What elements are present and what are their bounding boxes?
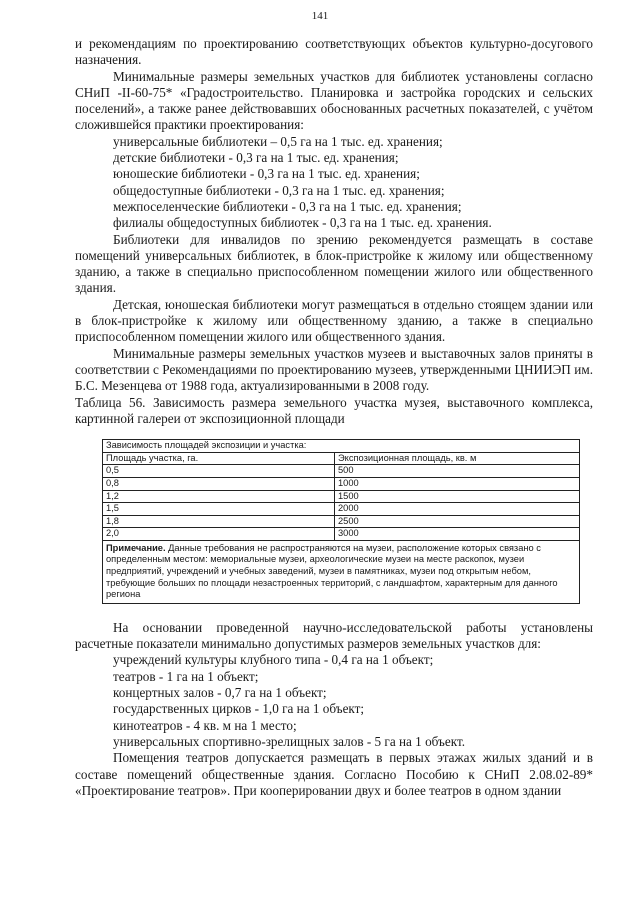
library-item: универсальные библиотеки – 0,5 га на 1 тыс. ед. хранения; (113, 133, 443, 149)
table-note-row (103, 540, 580, 603)
library-item: детские библиотеки - 0,3 га на 1 тыс. ед. хранения; (113, 150, 399, 166)
cell-exposition: 2000 (335, 503, 580, 516)
cell-exposition: 1000 (335, 477, 580, 490)
table-note (103, 540, 580, 603)
library-item: филиалы общедоступных библиотек - 0,3 га на 1 тыс. ед. хранения. (113, 215, 492, 231)
museum-area-table (102, 439, 580, 604)
table-header-row (103, 452, 580, 465)
table-title: Зависимость площадей экспозиции и участка: (103, 440, 580, 453)
cell-exposition: 1500 (335, 490, 580, 503)
table-row (103, 515, 580, 528)
research-item: концертных залов - 0,7 га на 1 объект; (113, 685, 327, 701)
note-text: Данные требования не распространяются на музеи, расположение которых связано с определенным местом: мемориальные музеи, археологические музеи на месте раскопок, музеи предприятий, учреждений и учебных заведений, музеи в памятниках, музеи под открытым небом, требующие больших по площади незастроенных территорий, с ландшафтом, характерным для данного региона (106, 542, 558, 600)
paragraph-museums: Минимальные размеры земельных участков музеев и выставочных залов приняты в соответствии с Рекомендациями по проектированию музеев, утвержденными ЦНИИЭП им. Б.С. Мезенцева от 1988 года, актуализированными в 2008 году. (75, 345, 593, 394)
research-item: государственных цирков - 1,0 га на 1 объект; (113, 701, 365, 717)
table-row (103, 503, 580, 516)
cell-area: 1,5 (103, 503, 335, 516)
table-row (103, 465, 580, 478)
table-row (103, 528, 580, 541)
page-number: 141 (311, 10, 329, 22)
cell-area: 2,0 (103, 528, 335, 541)
table-row (103, 490, 580, 503)
cell-area: 0,8 (103, 477, 335, 490)
paragraph-blind-libraries: Библиотеки для инвалидов по зрению рекомендуется размещать в составе помещений универсальных библиотек, в блок-пристройке к жилому или общественному зданию, а также в специально приспособленном помещении жилого или общественного здания. (75, 231, 593, 296)
paragraph-research: На основании проведенной научно-исследовательской работы установлены расчетные показатели минимально допустимых размеров земельных участков для: (75, 619, 593, 652)
research-item: учреждений культуры клубного типа - 0,4 га на 1 объект; (113, 652, 434, 668)
table-caption: Таблица 56. Зависимость размера земельного участка музея, выставочного комплекса, картинной галереи от экспозиционной площади (75, 394, 593, 426)
paragraph-intro: и рекомендациям по проектированию соответствующих объектов культурно-досугового назначения. (75, 36, 593, 68)
cell-exposition: 500 (335, 465, 580, 478)
table-title-row (103, 440, 580, 453)
cell-area: 1,2 (103, 490, 335, 503)
paragraph-theatres: Помещения театров допускается размещать в первых этажах жилых зданий и в составе помещений общественные здания. Согласно Пособию к СНиП 2.08.02-89* «Проектирование театров». При кооперировании двух и более театров в одном здании (75, 750, 593, 798)
library-item: межпоселенческие библиотеки - 0,3 га на 1 тыс. ед. хранения; (113, 198, 462, 214)
cell-exposition: 3000 (335, 528, 580, 541)
column-header-exposition: Экспозиционная площадь, кв. м (335, 452, 580, 465)
cell-area: 1,8 (103, 515, 335, 528)
cell-exposition: 2500 (335, 515, 580, 528)
paragraph-library-sizes: Минимальные размеры земельных участков для библиотек установлены согласно СНиП -II-60-75* «Градостроительство. Планировка и застройка городских и сельских поселений», а также ранее действовавших обоснованных расчетных показателей, с учётом сложившейся практики проектирования: (75, 68, 593, 133)
column-header-area: Площадь участка, га. (103, 452, 335, 465)
document-body (75, 36, 593, 799)
research-item: универсальных спортивно-зрелищных залов - 5 га на 1 объект. (113, 733, 466, 749)
library-item: общедоступные библиотеки - 0,3 га на 1 тыс. ед. хранения; (113, 182, 445, 198)
paragraph-children-libraries: Детская, юношеская библиотеки могут размещаться в отдельно стоящем здании или в блок-пристройке к жилому или общественному зданию, а также в специально приспособленном помещении жилого или общественного здания. (75, 296, 593, 345)
research-item: театров - 1 га на 1 объект; (113, 668, 259, 684)
library-item: юношеские библиотеки - 0,3 га на 1 тыс. ед. хранения; (113, 166, 420, 182)
table-row (103, 477, 580, 490)
cell-area: 0,5 (103, 465, 335, 478)
note-label: Примечание. (106, 542, 166, 553)
research-item: кинотеатров - 4 кв. м на 1 место; (113, 717, 297, 733)
